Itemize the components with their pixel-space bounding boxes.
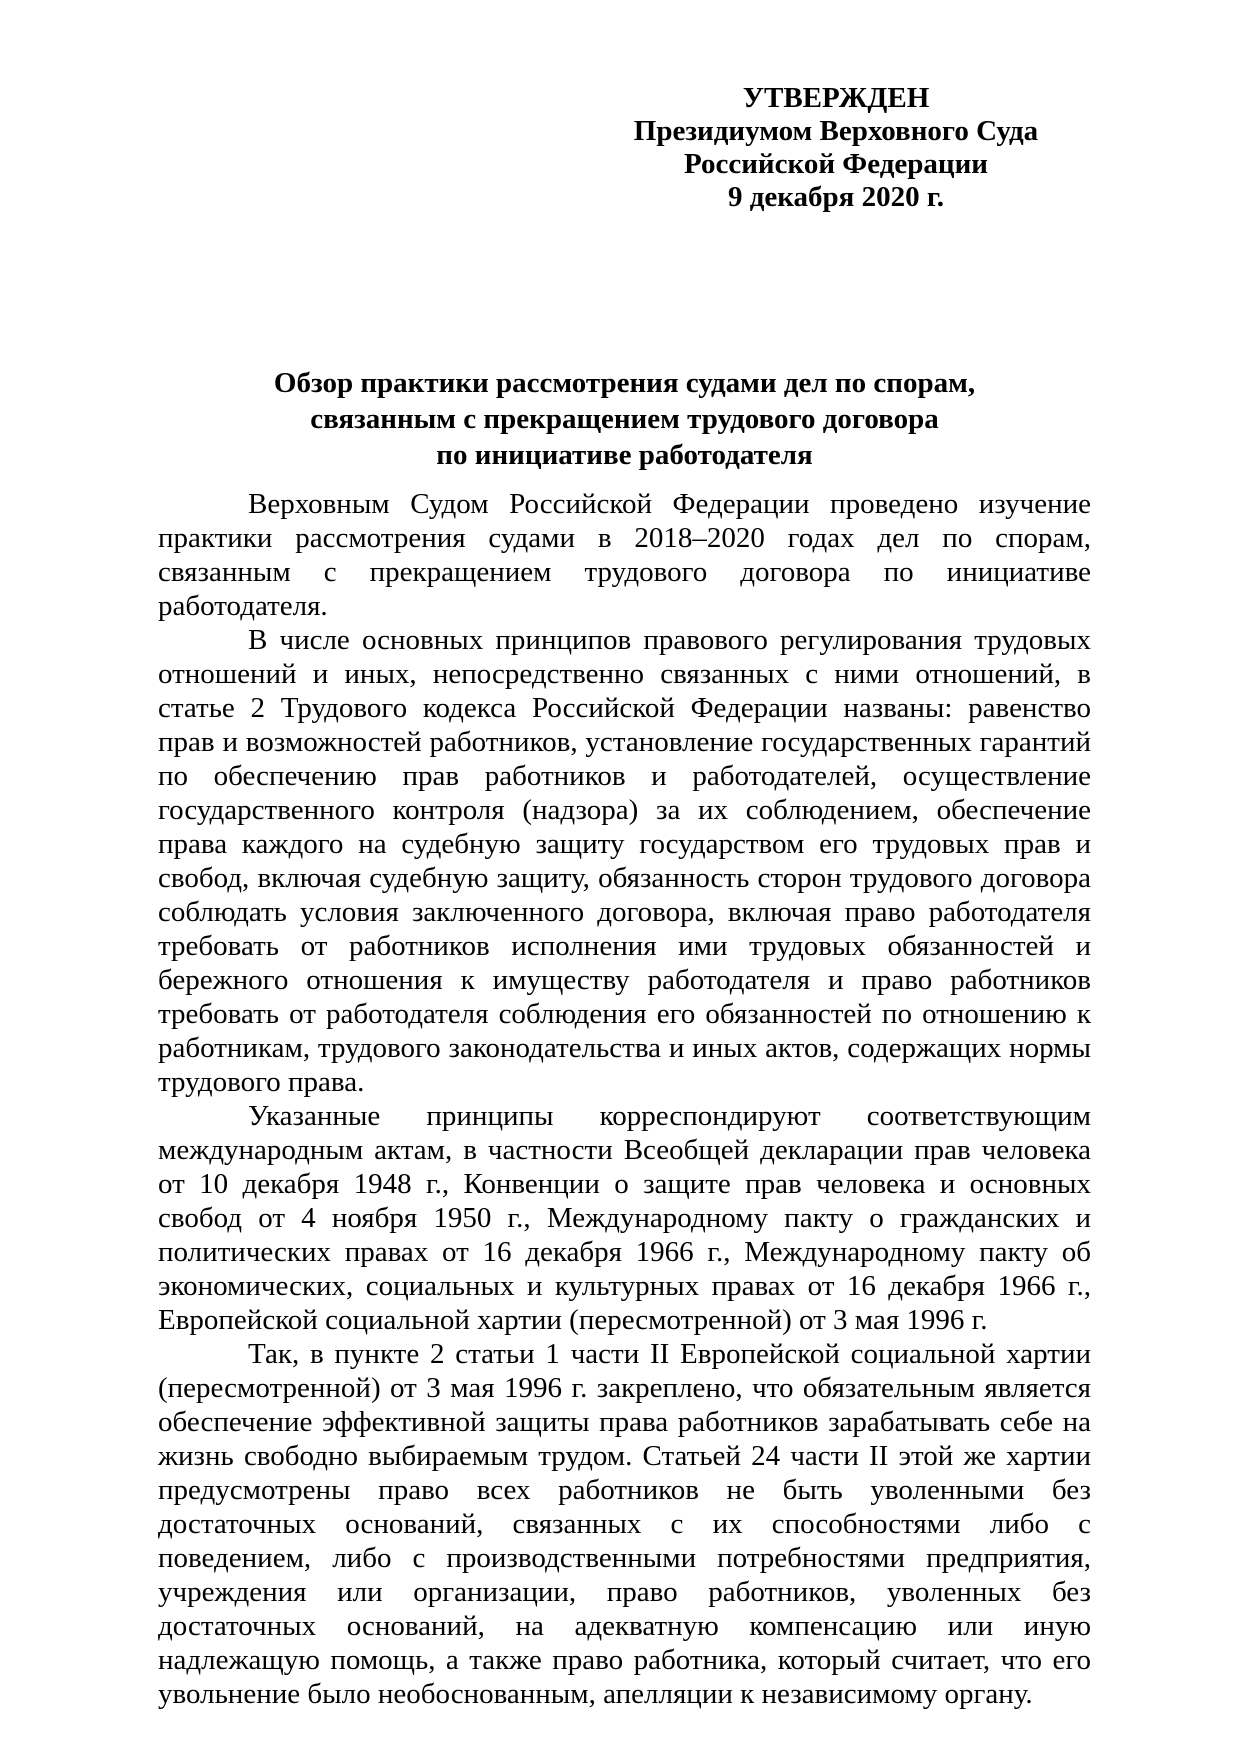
document-title-line: Обзор практики рассмотрения судами дел по спорам,	[273, 367, 976, 399]
approval-line: Президиумом Верховного Суда	[633, 115, 1039, 147]
approval-block	[601, 82, 1071, 214]
approval-line: Российской Федерации	[683, 148, 988, 180]
body-paragraph: Указанные принципы корреспондируют соответствующим международным актам, в частности Всеобщей декларации прав человека от 10 декабря 1948 г., Конвенции о защите прав человека и основных свобод от 4 ноября 1950 г., Международному пакту о гражданских и политических правах от 16 декабря 1966 г., Международному пакту об экономических, социальных и культурных правах от 16 декабря 1966 г., Европейской социальной хартии (пересмотренной) от 3 мая 1996 г.	[158, 1100, 1091, 1336]
body-paragraph: Так, в пункте 2 статьи 1 части II Европейской социальной хартии (пересмотренной) от 3 мая 1996 г. закреплено, что обязательным является обеспечение эффективной защиты права работников зарабатывать себе на жизнь свободно выбираемым трудом. Статьей 24 части II этой же хартии предусмотрены право всех работников не быть уволенными без достаточных оснований, связанных с их способностями либо с поведением, либо с производственными потребностями предприятия, учреждения или организации, право работников, уволенных без достаточных оснований, на адекватную компенсацию или иную надлежащую помощь, а также право работника, который считает, что его увольнение было необоснованным, апелляции к независимому органу.	[158, 1338, 1091, 1710]
document-title-line: по инициативе работодателя	[436, 439, 813, 471]
document-title-line: связанным с прекращением трудового договора	[310, 403, 939, 435]
approval-line: УТВЕРЖДЕН	[742, 82, 930, 114]
body-paragraph: Верховным Судом Российской Федерации проведено изучение практики рассмотрения судами в 2018–2020 годах дел по спорам, связанным с прекращением трудового договора по инициативе работодателя.	[158, 488, 1091, 622]
document-title	[158, 365, 1091, 473]
body-paragraph: В числе основных принципов правового регулирования трудовых отношений и иных, непосредственно связанных с ними отношений, в статье 2 Трудового кодекса Российской Федерации названы: равенство прав и возможностей работников, установление государственных гарантий по обеспечению прав работников и работодателей, осуществление государственного контроля (надзора) за их соблюдением, обеспечение права каждого на судебную защиту государством его трудовых прав и свобод, включая судебную защиту, обязанность сторон трудового договора соблюдать условия заключенного договора, включая право работодателя требовать от работников исполнения ими трудовых обязанностей и бережного отношения к имуществу работодателя и право работников требовать от работодателя соблюдения его обязанностей по отношению к работникам, трудового законодательства и иных актов, содержащих нормы трудового права.	[158, 624, 1091, 1098]
document-body	[158, 487, 1091, 1711]
approval-line: 9 декабря 2020 г.	[727, 181, 945, 213]
